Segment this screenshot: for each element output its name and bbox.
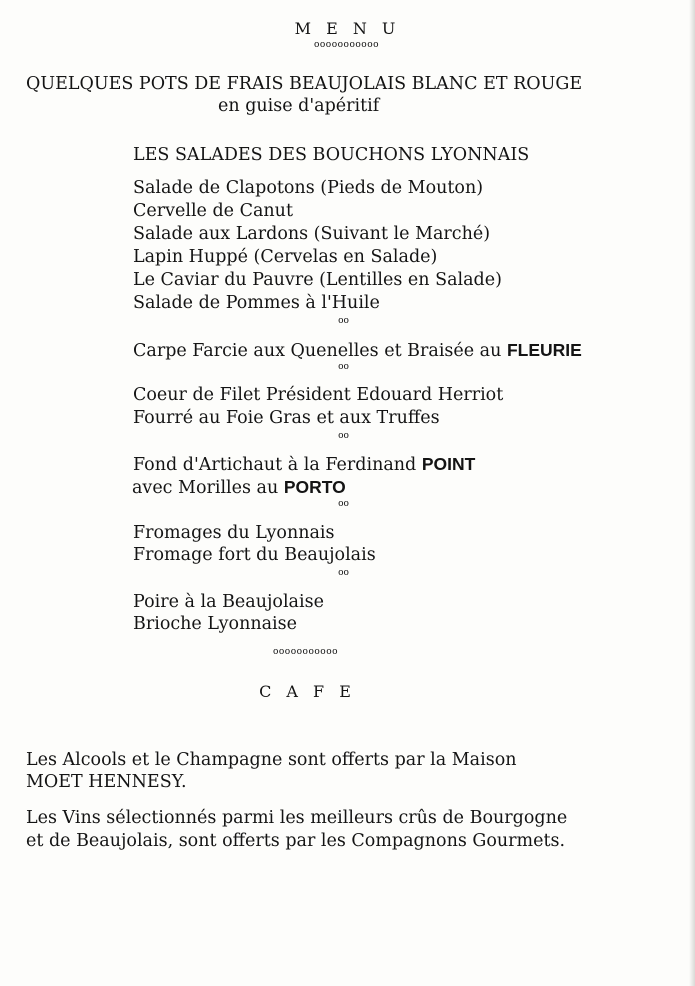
course-fromages-line1: Fromages du Lyonnais [133, 523, 335, 543]
title-ornament: ooooooooooo [313, 40, 380, 50]
alcools-note-line1: Les Alcools et le Champagne sont offerts par la Maison [26, 750, 517, 770]
course-dessert-line1: Poire à la Beaujolaise [133, 592, 324, 612]
salad-item: Cervelle de Canut [133, 201, 293, 221]
cafe-heading: C A F E [259, 682, 356, 701]
course-dessert-line2: Brioche Lyonnaise [133, 614, 297, 634]
page-edge-shadow [689, 0, 695, 986]
course-separator: oo [338, 568, 349, 578]
course-separator: oo [338, 316, 349, 326]
wine-fleurie: FLEURIE [506, 340, 582, 360]
vins-note-line1: Les Vins sélectionnés parmi les meilleurs crûs de Bourgogne [26, 808, 568, 828]
wine-porto: PORTO [283, 477, 346, 497]
chef-point: POINT [421, 454, 476, 474]
end-ornament: ooooooooooo [272, 647, 339, 657]
salad-item: Salade aux Lardons (Suivant le Marché) [133, 224, 491, 244]
menu-title: M E N U [294, 19, 401, 38]
course-separator: oo [338, 431, 349, 441]
course-filet-line1: Coeur de Filet Président Edouard Herriot [133, 385, 504, 405]
aperitif-subtitle: en guise d'apéritif [218, 96, 380, 116]
aperitif-line: QUELQUES POTS DE FRAIS BEAUJOLAIS BLANC ET ROUGE [26, 74, 583, 94]
salad-item: Le Caviar du Pauvre (Lentilles en Salade) [133, 270, 502, 290]
course-filet-line2: Fourré au Foie Gras et aux Truffes [133, 408, 440, 428]
artichaut-text: Fond d'Artichaut à la Ferdinand [133, 455, 422, 475]
morilles-text: avec Morilles au [132, 478, 284, 498]
salad-item: Salade de Clapotons (Pieds de Mouton) [133, 178, 484, 198]
course-artichaut-line1 [133, 453, 475, 476]
course-artichaut-line2 [132, 476, 346, 499]
vins-note-line2: et de Beaujolais, sont offerts par les Compagnons Gourmets. [26, 831, 566, 851]
salad-item: Salade de Pommes à l'Huile [133, 293, 380, 313]
course-fromages-line2: Fromage fort du Beaujolais [133, 545, 376, 565]
course-carpe-text: Carpe Farcie aux Quenelles et Braisée au [133, 341, 507, 361]
salads-heading: LES SALADES DES BOUCHONS LYONNAIS [133, 145, 530, 165]
salad-item: Lapin Huppé (Cervelas en Salade) [133, 247, 438, 267]
course-separator: oo [338, 362, 349, 372]
course-separator: oo [338, 499, 349, 509]
alcools-note-line2: MOET HENNESY. [26, 772, 187, 792]
course-carpe [133, 339, 582, 362]
